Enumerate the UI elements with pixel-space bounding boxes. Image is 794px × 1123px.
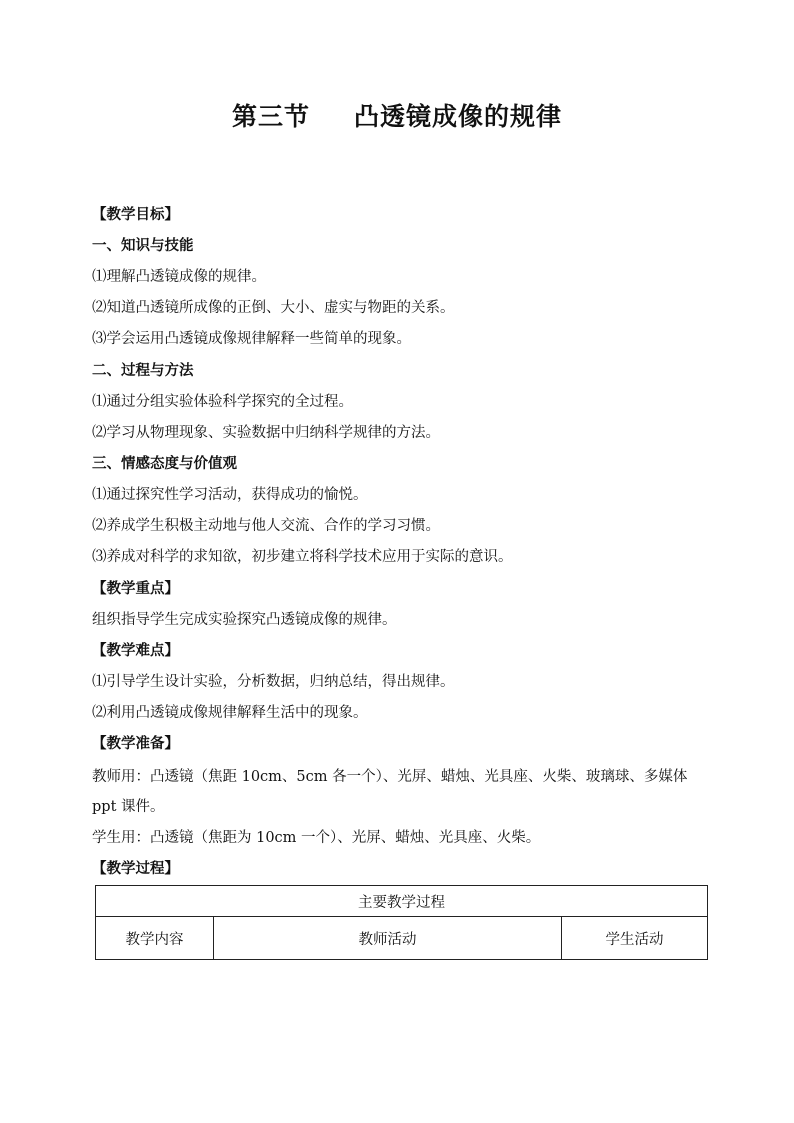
difficulty-item-2: ⑵利用凸透镜成像规律解释生活中的现象。	[92, 705, 368, 721]
section-number: 第三节	[231, 102, 310, 131]
column-header-student: 学生活动	[562, 917, 708, 960]
difficulty-heading: 【教学难点】	[92, 643, 179, 659]
page-title	[0, 97, 794, 137]
key-point-text: 组织指导学生完成实验探究凸透镜成像的规律。	[92, 612, 397, 628]
teaching-process-table	[95, 885, 708, 960]
knowledge-item-2: ⑵知道凸透镜所成像的正倒、大小、虚实与物距的关系。	[92, 300, 455, 316]
emotion-heading: 三、情感态度与价值观	[92, 456, 237, 472]
student-materials: 学生用：凸透镜（焦距为 10cm 一个）、光屏、蜡烛、光具座、火柴。	[92, 830, 541, 846]
preparation-heading: 【教学准备】	[92, 736, 179, 752]
table-header-row	[96, 917, 708, 960]
table-title-row	[96, 886, 708, 917]
emotion-item-1: ⑴通过探究性学习活动，获得成功的愉悦。	[92, 487, 368, 503]
lesson-topic: 凸透镜成像的规律	[354, 102, 563, 131]
process-heading: 二、过程与方法	[92, 363, 194, 379]
column-header-content: 教学内容	[96, 917, 214, 960]
table-title-cell: 主要教学过程	[96, 886, 708, 917]
process-item-2: ⑵学习从物理现象、实验数据中归纳科学规律的方法。	[92, 425, 440, 441]
key-point-heading: 【教学重点】	[92, 581, 179, 597]
column-header-teacher: 教师活动	[214, 917, 562, 960]
objectives-heading: 【教学目标】	[92, 207, 179, 223]
emotion-item-3: ⑶养成对科学的求知欲，初步建立将科学技术应用于实际的意识。	[92, 549, 513, 565]
teacher-materials: 教师用：凸透镜（焦距 10cm、5cm 各一个）、光屏、蜡烛、光具座、火柴、玻璃球、多媒体 ppt 课件。	[92, 769, 688, 815]
difficulty-item-1: ⑴引导学生设计实验，分析数据，归纳总结，得出规律。	[92, 674, 455, 690]
knowledge-item-3: ⑶学会运用凸透镜成像规律解释一些简单的现象。	[92, 331, 411, 347]
process-item-1: ⑴通过分组实验体验科学探究的全过程。	[92, 394, 353, 410]
knowledge-item-1: ⑴理解凸透镜成像的规律。	[92, 269, 266, 285]
emotion-item-2: ⑵养成学生积极主动地与他人交流、合作的学习习惯。	[92, 518, 440, 534]
knowledge-heading: 一、知识与技能	[92, 238, 194, 254]
procedure-heading: 【教学过程】	[92, 861, 179, 877]
